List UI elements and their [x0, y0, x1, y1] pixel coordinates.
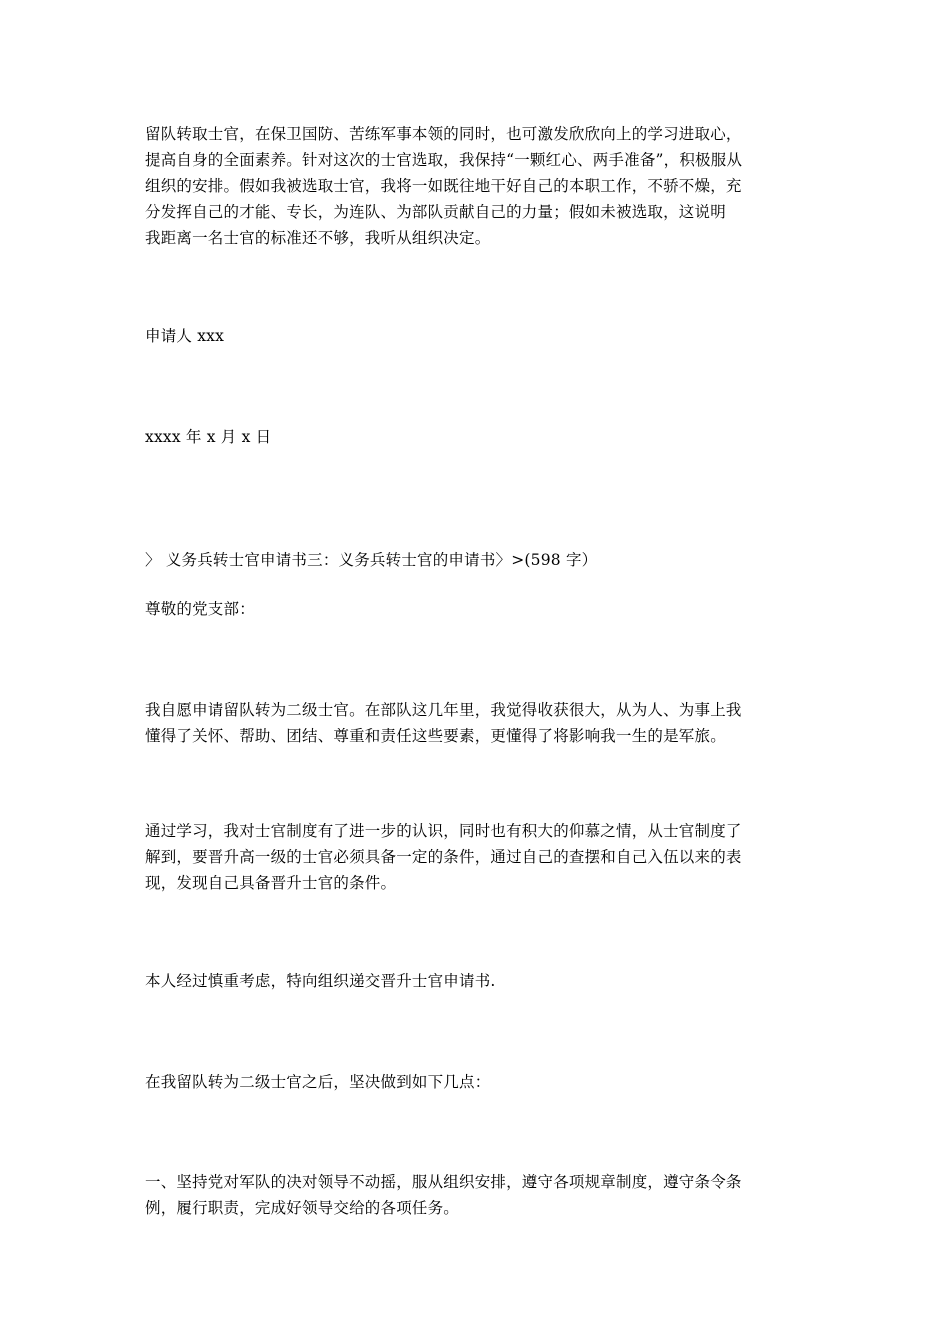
paragraph-3-line: 现，发现自己具备晋升士官的条件。	[145, 874, 397, 892]
salutation	[145, 596, 807, 622]
paragraph-4	[145, 968, 807, 994]
paragraph-3	[145, 818, 807, 896]
salutation-text: 尊敬的党支部：	[145, 600, 255, 618]
paragraph-5-text: 在我留队转为二级士官之后，坚决做到如下几点：	[145, 1073, 491, 1091]
paragraph-2-line: 懂得了关怀、帮助、团结、尊重和责任这些要素，更懂得了将影响我一生的是军旅。	[145, 727, 726, 745]
date-line	[145, 424, 807, 450]
paragraph-1-line: 留队转取士官，在保卫国防、苦练军事本领的同时，也可激发欣欣向上的学习进取心，	[145, 125, 742, 143]
paragraph-1	[145, 121, 807, 251]
applicant-line	[145, 323, 807, 349]
paragraph-5	[145, 1069, 807, 1095]
section-title	[145, 547, 807, 573]
paragraph-6-line: 一、坚持党对军队的决对领导不动摇，服从组织安排，遵守各项规章制度，遵守条令条	[145, 1173, 742, 1191]
paragraph-1-line: 提高自身的全面素养。针对这次的士官选取，我保持“一颗红心、两手准备”，积极服从	[145, 151, 743, 169]
paragraph-6-line: 例，履行职责，完成好领导交给的各项任务。	[145, 1199, 460, 1217]
paragraph-2	[145, 697, 807, 749]
section-title-text: 〉 义务兵转士官申请书三：义务兵转士官的申请书〉>(598 字）	[145, 551, 598, 569]
applicant-text: 申请人 xxx	[145, 327, 225, 345]
paragraph-2-line: 我自愿申请留队转为二级士官。在部队这几年里，我觉得收获很大，从为人、为事上我	[145, 701, 742, 719]
paragraph-3-line: 解到，要晋升高一级的士官必须具备一定的条件，通过自己的查摆和自己入伍以来的表	[145, 848, 742, 866]
paragraph-1-line: 我距离一名士官的标准还不够，我听从组织决定。	[145, 229, 491, 247]
paragraph-6	[145, 1169, 807, 1221]
paragraph-1-line: 组织的安排。假如我被选取士官，我将一如既往地干好自己的本职工作，不骄不燥，充	[145, 177, 742, 195]
paragraph-3-line: 通过学习，我对士官制度有了进一步的认识，同时也有积大的仰慕之情，从士官制度了	[145, 822, 742, 840]
date-text: xxxx 年 x 月 x 日	[145, 428, 272, 446]
paragraph-1-line: 分发挥自己的才能、专长，为连队、为部队贡献自己的力量；假如未被选取，这说明	[145, 203, 726, 221]
paragraph-4-text: 本人经过慎重考虑，特向组织递交晋升士官申请书.	[145, 972, 496, 990]
